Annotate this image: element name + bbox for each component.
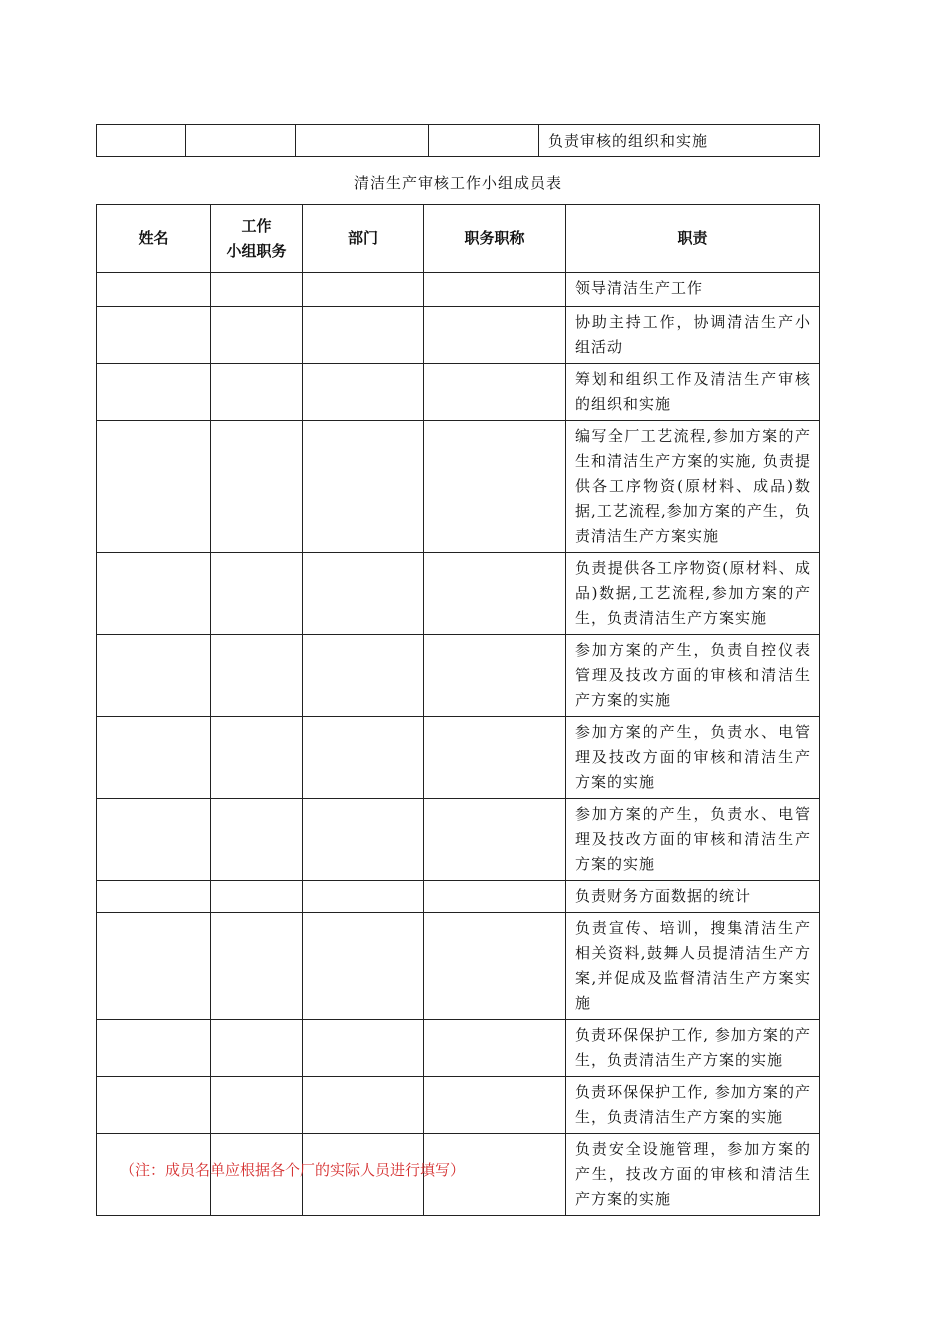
header-role-line2: 小组职务	[226, 241, 287, 260]
name-cell[interactable]	[97, 1020, 211, 1077]
dept-cell[interactable]	[303, 364, 424, 421]
title-cell[interactable]	[424, 364, 566, 421]
table-row	[97, 553, 820, 635]
role-cell[interactable]	[211, 913, 303, 1020]
name-cell[interactable]	[97, 881, 211, 913]
title-cell[interactable]	[424, 273, 566, 307]
duty-cell: 负责环保保护工作, 参加方案的产生，负责清洁生产方案的实施	[566, 1020, 820, 1077]
table-row	[97, 307, 820, 364]
name-cell[interactable]	[97, 913, 211, 1020]
title-cell[interactable]	[424, 799, 566, 881]
name-cell[interactable]	[97, 553, 211, 635]
title-cell[interactable]	[424, 717, 566, 799]
dept-cell[interactable]	[303, 421, 424, 553]
title-cell[interactable]	[424, 1020, 566, 1077]
dept-cell[interactable]	[303, 307, 424, 364]
dept-cell[interactable]	[303, 1077, 424, 1134]
duty-cell: 负责宣传、培训，搜集清洁生产相关资料,鼓舞人员提清洁生产方案,并促成及监督清洁生产方案实施	[566, 913, 820, 1020]
duty-cell: 编写全厂工艺流程,参加方案的产生和清洁生产方案的实施, 负责提供各工序物资(原材料、成品)数据,工艺流程,参加方案的产生，负责清洁生产方案实施	[566, 421, 820, 553]
title-cell[interactable]	[424, 881, 566, 913]
header-role	[211, 205, 303, 273]
dept-cell[interactable]	[303, 553, 424, 635]
table-row	[97, 881, 820, 913]
duty-cell: 参加方案的产生，负责水、电管理及技改方面的审核和清洁生产方案的实施	[566, 799, 820, 881]
name-cell[interactable]	[97, 307, 211, 364]
name-cell[interactable]	[97, 799, 211, 881]
dept-cell[interactable]	[303, 717, 424, 799]
table-row	[97, 421, 820, 553]
header-name: 姓名	[97, 205, 211, 273]
table-row	[97, 1020, 820, 1077]
name-cell[interactable]	[97, 421, 211, 553]
header-duty: 职责	[566, 205, 820, 273]
role-cell[interactable]	[211, 421, 303, 553]
duty-cell: 负责安全设施管理，参加方案的产生，技改方面的审核和清洁生产方案的实施	[566, 1134, 820, 1216]
table-row	[97, 799, 820, 881]
dept-cell[interactable]	[303, 635, 424, 717]
table-row	[97, 635, 820, 717]
header-row	[97, 205, 820, 273]
header-dept: 部门	[303, 205, 424, 273]
header-title: 职务职称	[424, 205, 566, 273]
name-cell[interactable]	[97, 1077, 211, 1134]
role-cell[interactable]	[211, 717, 303, 799]
duty-cell: 参加方案的产生，负责水、电管理及技改方面的审核和清洁生产方案的实施	[566, 717, 820, 799]
title-cell[interactable]	[429, 125, 539, 157]
role-cell[interactable]	[211, 635, 303, 717]
duty-cell: 参加方案的产生，负责自控仪表管理及技改方面的审核和清洁生产方案的实施	[566, 635, 820, 717]
dept-cell[interactable]	[296, 125, 429, 157]
name-cell[interactable]	[97, 125, 186, 157]
dept-cell[interactable]	[303, 913, 424, 1020]
duty-cell: 负责财务方面数据的统计	[566, 881, 820, 913]
name-cell[interactable]	[97, 364, 211, 421]
role-cell[interactable]	[211, 799, 303, 881]
table-row	[97, 273, 820, 307]
duty-cell: 负责环保保护工作, 参加方案的产生，负责清洁生产方案的实施	[566, 1077, 820, 1134]
title-cell[interactable]	[424, 1077, 566, 1134]
duty-cell: 负责审核的组织和实施	[539, 125, 820, 157]
role-cell[interactable]	[211, 1020, 303, 1077]
role-cell[interactable]	[211, 307, 303, 364]
dept-cell[interactable]	[303, 799, 424, 881]
table-row	[97, 717, 820, 799]
name-cell[interactable]	[97, 717, 211, 799]
role-cell[interactable]	[211, 881, 303, 913]
header-role-line1: 工作	[241, 216, 272, 235]
role-cell[interactable]	[211, 364, 303, 421]
duty-cell: 负责提供各工序物资(原材料、成品)数据,工艺流程,参加方案的产生，负责清洁生产方案实施	[566, 553, 820, 635]
name-cell[interactable]	[97, 273, 211, 307]
role-cell[interactable]	[211, 273, 303, 307]
table-row	[97, 913, 820, 1020]
title-cell[interactable]	[424, 913, 566, 1020]
title-cell[interactable]	[424, 421, 566, 553]
footnote: （注：成员名单应根据各个厂的实际人员进行填写）	[120, 1161, 466, 1179]
title-cell[interactable]	[424, 635, 566, 717]
table-row	[97, 1077, 820, 1134]
duty-cell: 协助主持工作，协调清洁生产小组活动	[566, 307, 820, 364]
dept-cell[interactable]	[303, 1020, 424, 1077]
duty-cell: 筹划和组织工作及清洁生产审核的组织和实施	[566, 364, 820, 421]
dept-cell[interactable]	[303, 881, 424, 913]
title-cell[interactable]	[424, 307, 566, 364]
table-row	[97, 125, 820, 157]
table-row	[97, 364, 820, 421]
role-cell[interactable]	[186, 125, 296, 157]
duty-cell: 领导清洁生产工作	[566, 273, 820, 307]
role-cell[interactable]	[211, 1077, 303, 1134]
title-cell[interactable]	[424, 553, 566, 635]
dept-cell[interactable]	[303, 273, 424, 307]
top-continuation-table	[96, 124, 820, 157]
members-table	[96, 204, 820, 1216]
name-cell[interactable]	[97, 635, 211, 717]
table-caption: 清洁生产审核工作小组成员表	[353, 174, 562, 192]
role-cell[interactable]	[211, 553, 303, 635]
